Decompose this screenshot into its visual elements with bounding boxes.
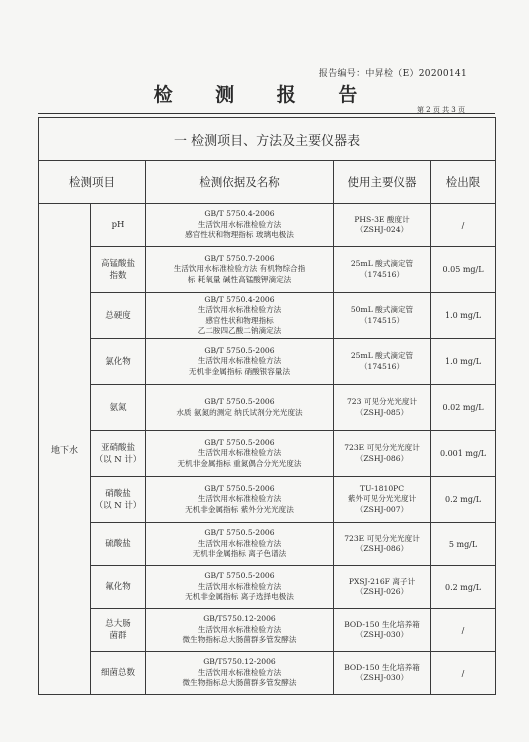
- column-header-instrument: 使用主要仪器: [334, 161, 431, 204]
- item-name-line: pH: [111, 220, 125, 230]
- item-name-line: 亚硝酸盐: [100, 442, 135, 453]
- item-name-line: 氨氮: [109, 402, 127, 413]
- instrument-cell: [334, 431, 431, 477]
- method-cell: [146, 431, 334, 477]
- item-name-line: 硝酸盐: [105, 488, 131, 499]
- method-cell: [146, 523, 334, 566]
- method-line: 生活饮用水标准检验方法 有机物综合指: [173, 264, 306, 274]
- item-name-line: 氯化物: [105, 356, 131, 367]
- method-line: 感官性状和物理指标 玻璃电极法: [185, 230, 294, 240]
- instrument-cell: [334, 293, 431, 339]
- test-items-table: [38, 117, 496, 695]
- item-name-cell: [91, 431, 146, 477]
- table-row: [39, 523, 496, 566]
- method-line: 无机非金属指标 硝酸银容量法: [188, 366, 291, 376]
- instrument-line: （ZSHJ-026）: [355, 587, 409, 596]
- detection-limit-cell: /: [431, 652, 496, 695]
- detection-limit-cell: 0.02 mg/L: [431, 385, 496, 431]
- method-line: 水质 氨氮的测定 纳氏试剂分光光度法: [176, 407, 303, 417]
- item-name-line: 硫酸盐: [105, 539, 131, 549]
- column-header-method: 检测依据及名称: [146, 161, 334, 204]
- table-row: [39, 652, 496, 695]
- table-row: [39, 385, 496, 431]
- method-line: 生活饮用水标准检验方法: [197, 538, 282, 548]
- item-name-cell: [91, 609, 146, 652]
- method-cell: [146, 385, 334, 431]
- item-name-line: 总大肠: [105, 619, 131, 629]
- table-header-row: [39, 161, 496, 204]
- method-cell: [146, 566, 334, 609]
- method-line: 生活饮用水标准检验方法: [197, 581, 282, 591]
- instrument-line: （ZSHJ-030）: [355, 673, 409, 682]
- table-row: [39, 339, 496, 385]
- instrument-line: （ZSHJ-086）: [355, 544, 409, 553]
- detection-limit-cell: /: [431, 204, 496, 247]
- method-line: 标 耗氧量 碱性高锰酸钾滴定法: [187, 274, 292, 284]
- instrument-line: BOD-150 生化培养箱: [344, 662, 420, 672]
- method-cell: [146, 609, 334, 652]
- item-name-cell: [91, 247, 146, 293]
- method-line: GB/T 5750.5-2006: [204, 437, 275, 447]
- item-name-cell: [91, 339, 146, 385]
- instrument-line: 50mL 酸式滴定管: [350, 305, 414, 314]
- instrument-line: 723E 可见分光光度计: [344, 443, 420, 452]
- detection-limit-cell: 1.0 mg/L: [431, 293, 496, 339]
- item-name-line: （以 N 计）: [94, 500, 142, 511]
- method-line: GB/T 5750.5-2006: [204, 345, 275, 355]
- instrument-cell: [334, 652, 431, 695]
- column-header-limit: 检出限: [431, 161, 496, 204]
- instrument-line: PXSJ-216F 离子计: [348, 576, 416, 586]
- instrument-cell: [334, 385, 431, 431]
- item-name-line: 总硬度: [105, 310, 131, 321]
- item-name-cell: [91, 204, 146, 247]
- method-line: 生活饮用水标准检验方法: [197, 494, 282, 504]
- method-cell: [146, 339, 334, 385]
- method-line: GB/T 5750.5-2006: [204, 397, 275, 406]
- instrument-line: PHS-3E 酸度计: [354, 214, 410, 224]
- method-line: 生活饮用水标准检验方法: [197, 448, 282, 458]
- instrument-line: （174515）: [359, 315, 405, 325]
- item-name-line: （以 N 计）: [94, 454, 142, 465]
- method-line: 无机非金属指标 离子色谱法: [192, 549, 287, 559]
- method-line: 乙二胺四乙酸二钠滴定法: [197, 326, 282, 335]
- item-name-cell: [91, 477, 146, 523]
- table-row: [39, 247, 496, 293]
- instrument-cell: [334, 204, 431, 247]
- instrument-line: （174516）: [359, 361, 405, 371]
- instrument-cell: [334, 523, 431, 566]
- method-line: 无机非金属指标 紫外分光光度法: [185, 504, 294, 514]
- detection-limit-cell: 5 mg/L: [431, 523, 496, 566]
- instrument-line: （ZSHJ-024）: [355, 225, 409, 234]
- method-cell: [146, 477, 334, 523]
- item-name-cell: [91, 652, 146, 695]
- table-row: [39, 204, 496, 247]
- method-line: GB/T 5750.7-2006: [204, 253, 275, 263]
- method-line: 生活饮用水标准检验方法: [197, 356, 282, 366]
- method-line: 微生物指标总大肠菌群多管发酵法: [182, 678, 297, 688]
- item-name-line: 高锰酸盐: [100, 258, 135, 269]
- item-name-line: 指数: [109, 270, 127, 281]
- table-row: [39, 609, 496, 652]
- item-name-line: 菌群: [109, 631, 127, 641]
- method-line: 无机非金属指标 离子选择电极法: [185, 592, 294, 602]
- method-cell: [146, 247, 334, 293]
- table-row: [39, 431, 496, 477]
- instrument-cell: [334, 609, 431, 652]
- method-line: 生活饮用水标准检验方法: [197, 667, 282, 677]
- method-line: 生活饮用水标准检验方法: [197, 219, 282, 229]
- detection-limit-cell: /: [431, 609, 496, 652]
- method-line: 微生物指标总大肠菌群多管发酵法: [182, 635, 297, 645]
- method-line: 生活饮用水标准检验方法: [197, 305, 282, 314]
- instrument-line: （174516）: [359, 269, 405, 279]
- column-header-item: 检测项目: [39, 161, 146, 204]
- instrument-cell: [334, 477, 431, 523]
- section-title: 一 检测项目、方法及主要仪器表: [39, 118, 496, 161]
- item-name-cell: [91, 293, 146, 339]
- table-row: [39, 566, 496, 609]
- method-line: 感官性状和物理指标: [205, 315, 274, 325]
- detection-limit-cell: 0.05 mg/L: [431, 247, 496, 293]
- method-line: GB/T5750.12-2006: [203, 657, 276, 667]
- method-cell: [146, 293, 334, 339]
- instrument-line: （ZSHJ-030）: [355, 630, 409, 639]
- instrument-line: （ZSHJ-085）: [355, 407, 409, 417]
- category-cell: 地下水: [39, 204, 91, 695]
- instrument-cell: [334, 247, 431, 293]
- instrument-line: BOD-150 生化培养箱: [344, 619, 420, 629]
- method-line: 生活饮用水标准检验方法: [197, 624, 282, 634]
- instrument-line: 紫外可见分光光度计: [347, 494, 417, 504]
- instrument-line: TU-1810PC: [359, 483, 405, 493]
- detection-limit-cell: 0.001 mg/L: [431, 431, 496, 477]
- instrument-line: （ZSHJ-007）: [355, 504, 409, 514]
- item-name-cell: [91, 523, 146, 566]
- report-number: 报告编号：中昇检（E）20200141: [318, 69, 467, 79]
- method-line: GB/T 5750.5-2006: [204, 528, 275, 538]
- instrument-line: 723E 可见分光光度计: [344, 533, 420, 543]
- method-line: GB/T 5750.4-2006: [204, 209, 275, 219]
- method-line: GB/T 5750.4-2006: [204, 294, 275, 304]
- method-line: GB/T 5750.5-2006: [204, 483, 275, 493]
- table-row: [39, 293, 496, 339]
- method-cell: [146, 204, 334, 247]
- detection-limit-cell: 1.0 mg/L: [431, 339, 496, 385]
- item-name-cell: [91, 566, 146, 609]
- header-rule: [38, 113, 495, 114]
- instrument-line: 723 可见分光光度计: [346, 397, 418, 406]
- instrument-cell: [334, 566, 431, 609]
- item-name-line: 细菌总数: [100, 668, 135, 678]
- method-line: 无机非金属指标 重氮偶合分光光度法: [177, 458, 302, 468]
- document-title: 检 测 报 告: [153, 84, 376, 106]
- method-cell: [146, 652, 334, 695]
- method-line: GB/T 5750.5-2006: [204, 571, 275, 581]
- detection-limit-cell: 0.2 mg/L: [431, 477, 496, 523]
- instrument-line: （ZSHJ-086）: [355, 453, 409, 463]
- detection-limit-cell: 0.2 mg/L: [431, 566, 496, 609]
- instrument-line: 25mL 酸式滴定管: [350, 259, 414, 268]
- item-name-cell: [91, 385, 146, 431]
- table-row: [39, 477, 496, 523]
- page-info: 第 2 页 共 3 页: [416, 106, 465, 114]
- item-name-line: 氟化物: [105, 582, 131, 592]
- instrument-line: 25mL 酸式滴定管: [350, 351, 414, 360]
- instrument-cell: [334, 339, 431, 385]
- method-line: GB/T5750.12-2006: [203, 614, 276, 624]
